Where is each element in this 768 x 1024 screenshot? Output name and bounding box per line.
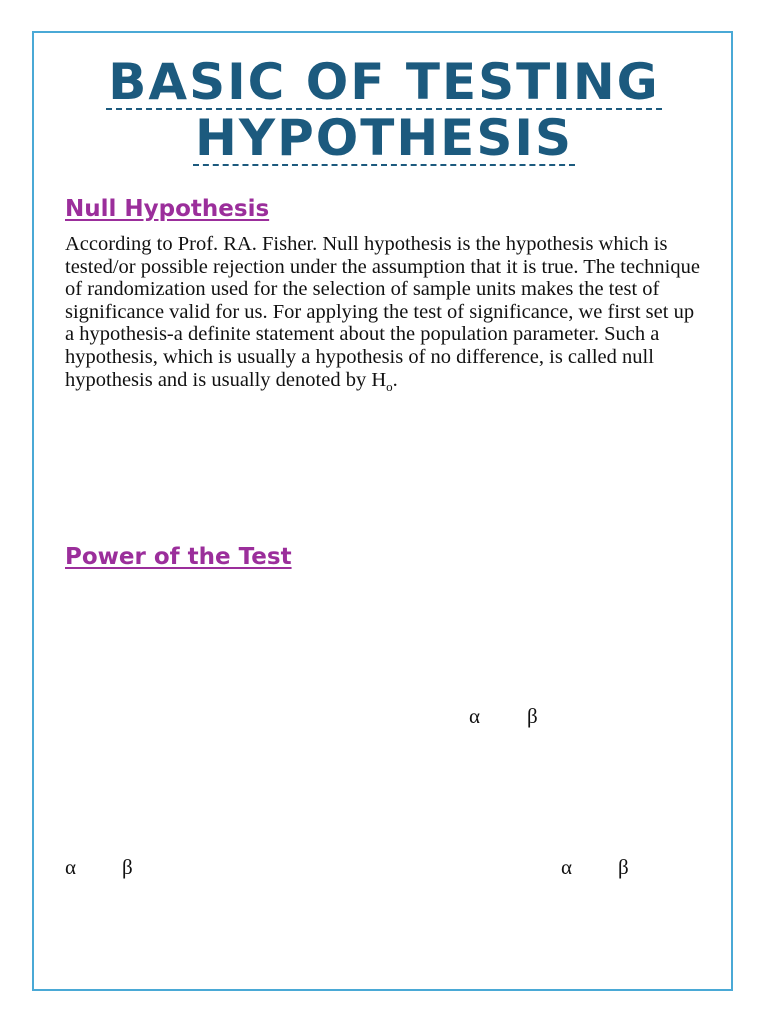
null-hypothesis-paragraph: [65, 233, 705, 394]
beta-symbol: β: [122, 855, 133, 879]
title-line-1: BASIC OF TESTING: [108, 53, 660, 111]
title-line-2: HYPOTHESIS: [195, 109, 573, 167]
alpha-symbol: α: [561, 855, 573, 879]
alpha-symbol: α: [469, 704, 481, 728]
beta-symbol: β: [618, 855, 629, 879]
alpha-symbol: α: [65, 855, 77, 879]
null-hypothesis-text: According to Prof. RA. Fisher. Null hypothesis is the hypothesis which is tested/or possible rejection under the assumption that it is true. The technique of randomization used for the selection of sample units makes the test of significance valid for us. For applying the test of significance, we first set up a hypothesis-a definite statement about the population parameter. Such a hypothesis, which is usually a hypothesis of no difference, is called null hypothesis and is usually denoted by H: [65, 233, 700, 391]
document-page: [32, 31, 733, 991]
null-hypothesis-subscript: o: [386, 378, 393, 394]
page-title: [0, 54, 768, 166]
null-hypothesis-heading: Null Hypothesis: [65, 196, 270, 222]
null-hypothesis-period: .: [392, 368, 398, 391]
power-of-test-heading: Power of the Test: [65, 544, 292, 570]
beta-symbol: β: [527, 704, 538, 728]
